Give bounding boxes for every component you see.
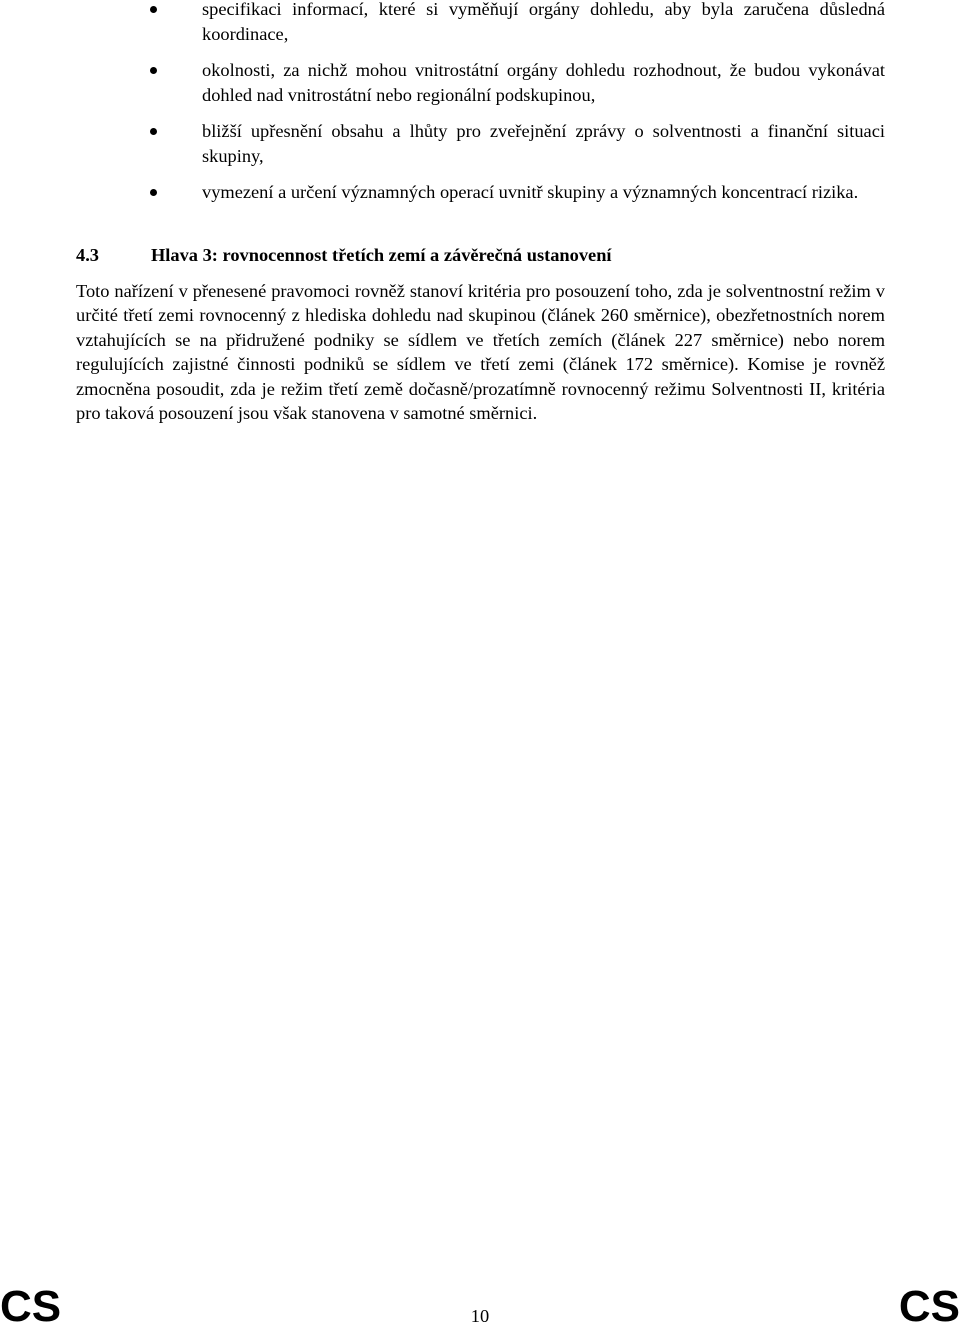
- page-number: 10: [470, 1306, 490, 1326]
- bullet-item: [0, 58, 960, 107]
- section-number: 4.3: [76, 245, 99, 265]
- bullet-list: [0, 0, 960, 217]
- bullet-text: bližší upřesnění obsahu a lhůty pro zveřejnění zprávy o solventnosti a finanční situaci skupiny,: [202, 121, 885, 166]
- bullet-dot-icon: [150, 128, 157, 135]
- bullet-text: specifikaci informací, které si vyměňují orgány dohledu, aby byla zaručena důsledná koordinace,: [202, 0, 885, 44]
- bullet-item: [0, 180, 960, 205]
- bullet-dot-icon: [150, 189, 157, 196]
- section-heading: [76, 243, 886, 267]
- bullet-text: okolnosti, za nichž mohou vnitrostátní orgány dohledu rozhodnout, že budou vykonávat dohled nad vnitrostátní nebo regionální podskupinou,: [202, 60, 885, 105]
- bullet-text: vymezení a určení významných operací uvnitř skupiny a významných koncentrací rizika.: [202, 182, 859, 202]
- body-paragraph: Toto nařízení v přenesené pravomoci rovněž stanoví kritéria pro posouzení toho, zda je solventnostní režim v určité třetí zemi rovnocenný z hlediska dohledu nad skupinou (článek 260 směrnice), obezřetnostních norem vztahujících se na přidružené podniky se sídlem ve třetích zemích (článek 227 směrnice) nebo norem regulujících zajistné činnosti podniků se sídlem ve třetí zemi (článek 172 směrnice). Komise je rovněž zmocněna posoudit, zda je režim třetí země dočasně/prozatímně rovnocenný režimu Solventnosti II, kritéria pro taková posouzení jsou však stanovena v samotné směrnici.: [76, 281, 885, 424]
- bullet-item: [0, 0, 960, 46]
- footer-language-right: CS: [898, 1282, 960, 1331]
- footer-language-left: CS: [0, 1282, 62, 1331]
- bullet-dot-icon: [150, 6, 157, 13]
- section-title: Hlava 3: rovnocennost třetích zemí a závěrečná ustanovení: [151, 245, 612, 265]
- bullet-item: [0, 119, 960, 168]
- bullet-dot-icon: [150, 67, 157, 74]
